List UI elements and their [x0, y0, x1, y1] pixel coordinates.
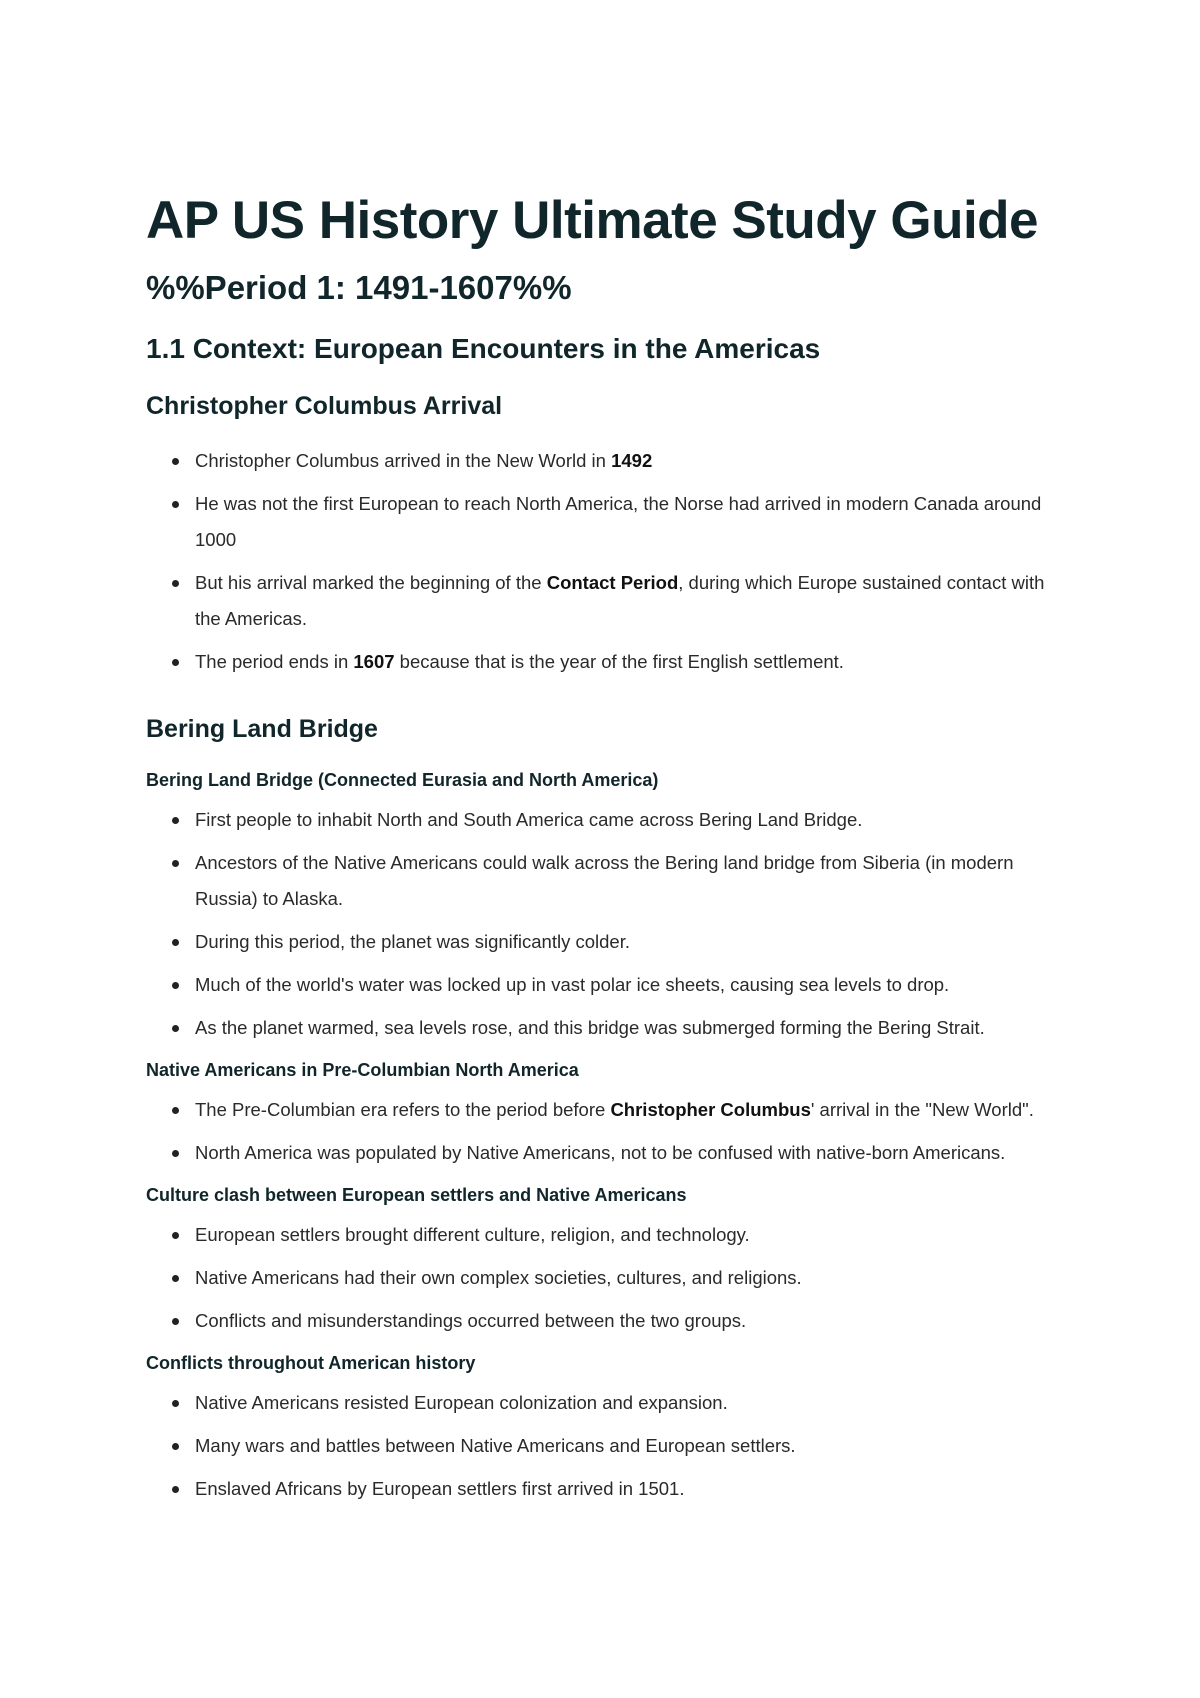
- precolumbian-list: [146, 1092, 1046, 1171]
- list-item: Native Americans resisted European colonization and expansion.: [195, 1385, 1046, 1421]
- list-item: Enslaved Africans by European settlers first arrived in 1501.: [195, 1471, 1046, 1507]
- precolumbian-subheading: Native Americans in Pre-Columbian North America: [146, 1060, 579, 1080]
- columbus-heading: Christopher Columbus Arrival: [146, 392, 503, 420]
- list-item: Many wars and battles between Native Americans and European settlers.: [195, 1428, 1046, 1464]
- bering-list: [146, 802, 1046, 1046]
- conflicts-list: [146, 1385, 1046, 1507]
- bering-subheading: Bering Land Bridge (Connected Eurasia and North America): [146, 770, 659, 790]
- list-item: He was not the first European to reach North America, the Norse had arrived in modern Canada around 1000: [195, 486, 1046, 558]
- list-item: Ancestors of the Native Americans could walk across the Bering land bridge from Siberia (in modern Russia) to Alaska.: [195, 845, 1046, 917]
- culture-clash-list: [146, 1217, 1046, 1339]
- conflicts-subheading: Conflicts throughout American history: [146, 1353, 476, 1373]
- list-item: Native Americans had their own complex societies, cultures, and religions.: [195, 1260, 1046, 1296]
- columbus-list: [146, 443, 1046, 680]
- list-item: The Pre-Columbian era refers to the period before Christopher Columbus' arrival in the "New World".: [195, 1092, 1046, 1128]
- list-item: First people to inhabit North and South America came across Bering Land Bridge.: [195, 802, 1046, 838]
- bering-heading: Bering Land Bridge: [146, 715, 378, 743]
- list-item: Conflicts and misunderstandings occurred between the two groups.: [195, 1303, 1046, 1339]
- culture-clash-subheading: Culture clash between European settlers and Native Americans: [146, 1185, 687, 1205]
- list-item: But his arrival marked the beginning of the Contact Period, during which Europe sustained contact with the Americas.: [195, 565, 1046, 637]
- period-heading: %%Period 1: 1491-1607%%: [146, 269, 572, 306]
- list-item: North America was populated by Native Americans, not to be confused with native-born Americans.: [195, 1135, 1046, 1171]
- list-item: Christopher Columbus arrived in the New World in 1492: [195, 443, 1046, 479]
- section-heading: 1.1 Context: European Encounters in the Americas: [146, 333, 821, 364]
- list-item: Much of the world's water was locked up in vast polar ice sheets, causing sea levels to drop.: [195, 967, 1046, 1003]
- list-item: European settlers brought different culture, religion, and technology.: [195, 1217, 1046, 1253]
- document-page: [146, 185, 1046, 1514]
- list-item: The period ends in 1607 because that is the year of the first English settlement.: [195, 644, 1046, 680]
- list-item: As the planet warmed, sea levels rose, and this bridge was submerged forming the Bering Strait.: [195, 1010, 1046, 1046]
- list-item: During this period, the planet was significantly colder.: [195, 924, 1046, 960]
- document-title: AP US History Ultimate Study Guide: [146, 191, 1039, 250]
